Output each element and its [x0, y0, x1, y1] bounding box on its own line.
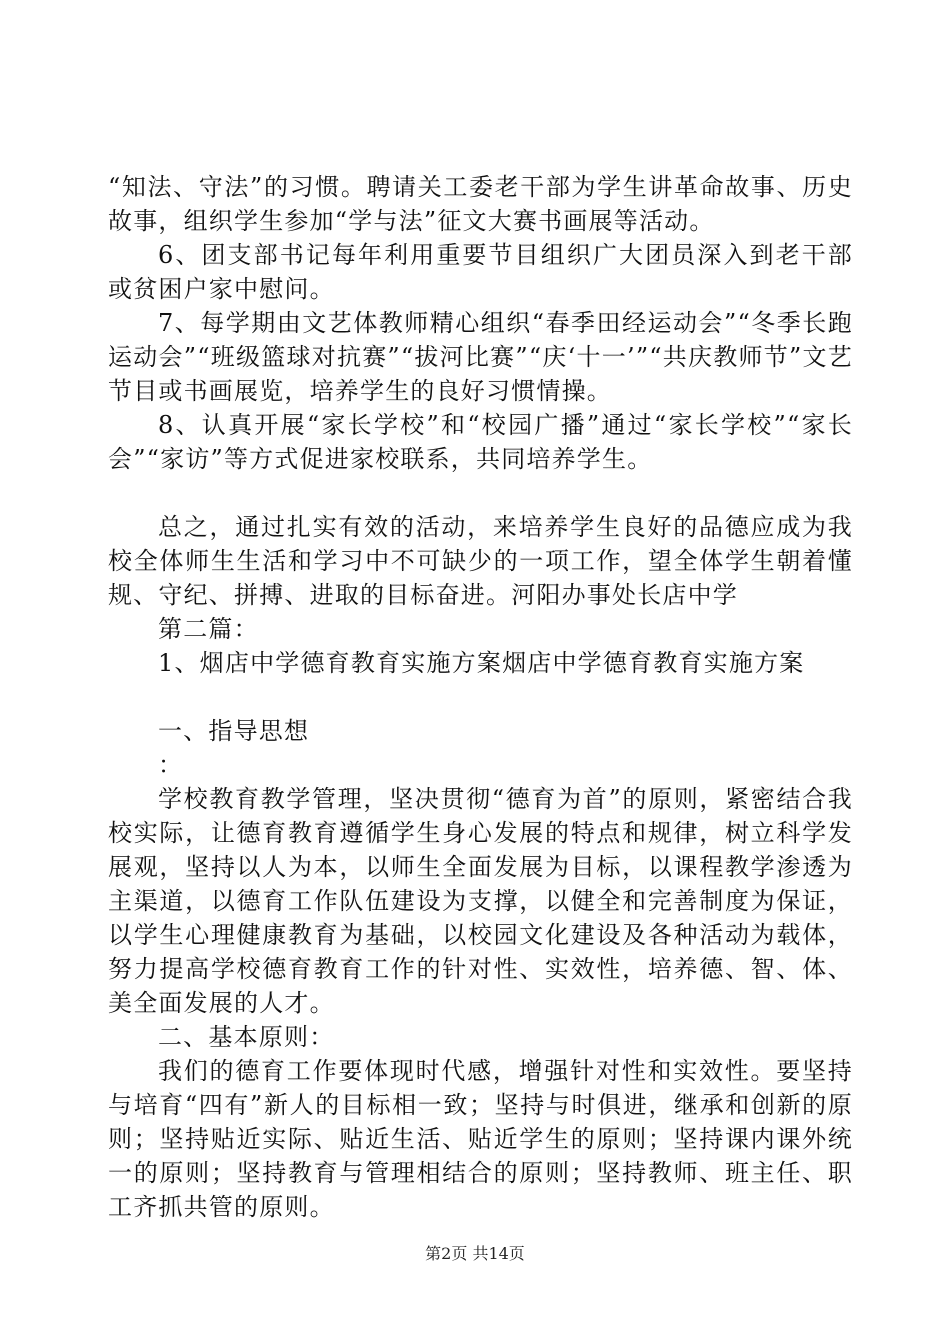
page-footer: 第2页 共14页: [425, 1244, 525, 1263]
document-title: 1、烟店中学德育教育实施方案烟店中学德育教育实施方案: [158, 649, 805, 677]
paragraph-item-7: 7、每学期由文艺体教师精心组织“春季田经运动会”“冬季长跑运动会”“班级篮球对抗赛”“拔河比赛”“庆‘十一’”“共庆教师节”文艺节目或书画展览，培养学生的良好习惯情操。: [108, 309, 853, 405]
section-heading-colon: ：: [158, 751, 184, 779]
section-heading-basic-principles: 二、基本原则：: [158, 1023, 335, 1051]
section-heading-part-two: 第二篇：: [158, 615, 259, 643]
section-heading-guiding-thought: 一、指导思想: [158, 717, 310, 745]
paragraph-spacer: [108, 476, 853, 510]
paragraph-item-8: 8、认真开展“家长学校”和“校园广播”通过“家长学校”“家长会”“家访”等方式促进家校联系，共同培养学生。: [108, 411, 853, 473]
paragraph-legal-habits: “知法、守法”的习惯。聘请关工委老干部为学生讲革命故事、历史故事，组织学生参加“学与法”征文大赛书画展等活动。: [108, 173, 853, 235]
paragraph-spacer: [108, 680, 853, 714]
paragraph-basic-principles: 我们的德育工作要体现时代感，增强针对性和实效性。要坚持与培育“四有”新人的目标相一致；坚持与时俱进，继承和创新的原则；坚持贴近实际、贴近生活、贴近学生的原则；坚持课内课外统一的原则；坚持教育与管理相结合的原则；坚持教师、班主任、职工齐抓共管的原则。: [108, 1057, 853, 1221]
document-body: [108, 170, 853, 1224]
paragraph-item-6: 6、团支部书记每年利用重要节目组织广大团员深入到老干部或贫困户家中慰问。: [108, 241, 853, 303]
paragraph-summary: 总之，通过扎实有效的活动，来培养学生良好的品德应成为我校全体师生生活和学习中不可缺少的一项工作，望全体学生朝着懂规、守纪、拼搏、进取的目标奋进。河阳办事处长店中学: [108, 513, 853, 609]
paragraph-guiding-thought: 学校教育教学管理，坚决贯彻“德育为首”的原则，紧密结合我校实际，让德育教育遵循学生身心发展的特点和规律，树立科学发展观，坚持以人为本，以师生全面发展为目标，以课程教学渗透为主渠道，以德育工作队伍建设为支撑，以健全和完善制度为保证，以学生心理健康教育为基础，以校园文化建设及各种活动为载体，努力提高学校德育教育工作的针对性、实效性，培养德、智、体、美全面发展的人才。: [108, 785, 853, 1017]
